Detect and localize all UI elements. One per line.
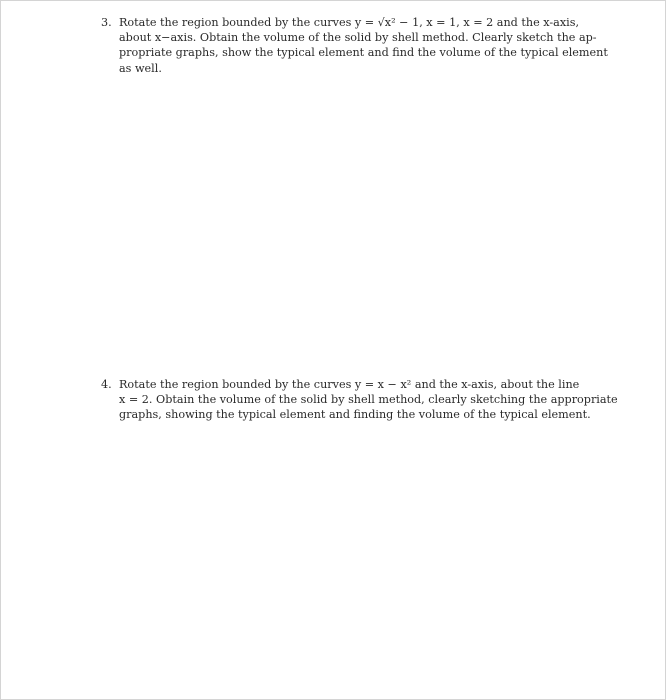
problem-3-text-1: Rotate the region bounded by the curves y = √x² − 1, x = 1, x = 2 and the x-axis, [119,16,580,29]
problem-3-line-3: propriate graphs, show the typical element and find the volume of the typical element [119,46,608,60]
problem-4-line-2: x = 2. Obtain the volume of the solid by shell method, clearly sketching the appropriate [119,393,618,407]
problem-4 [101,377,618,423]
problem-4-number: 4. [101,378,112,391]
problem-3-line-2: about x−axis. Obtain the volume of the solid by shell method. Clearly sketch the ap- [119,31,597,45]
problem-4-line-1 [101,377,579,392]
problem-4-text-1: Rotate the region bounded by the curves y = x − x² and the x-axis, about the line [119,378,580,391]
problem-3 [101,15,608,76]
problem-4-line-3: graphs, showing the typical element and finding the volume of the typical element. [119,408,591,422]
problem-3-line-4: as well. [119,61,162,75]
problem-3-number: 3. [101,16,112,29]
problem-3-line-1 [101,15,579,30]
